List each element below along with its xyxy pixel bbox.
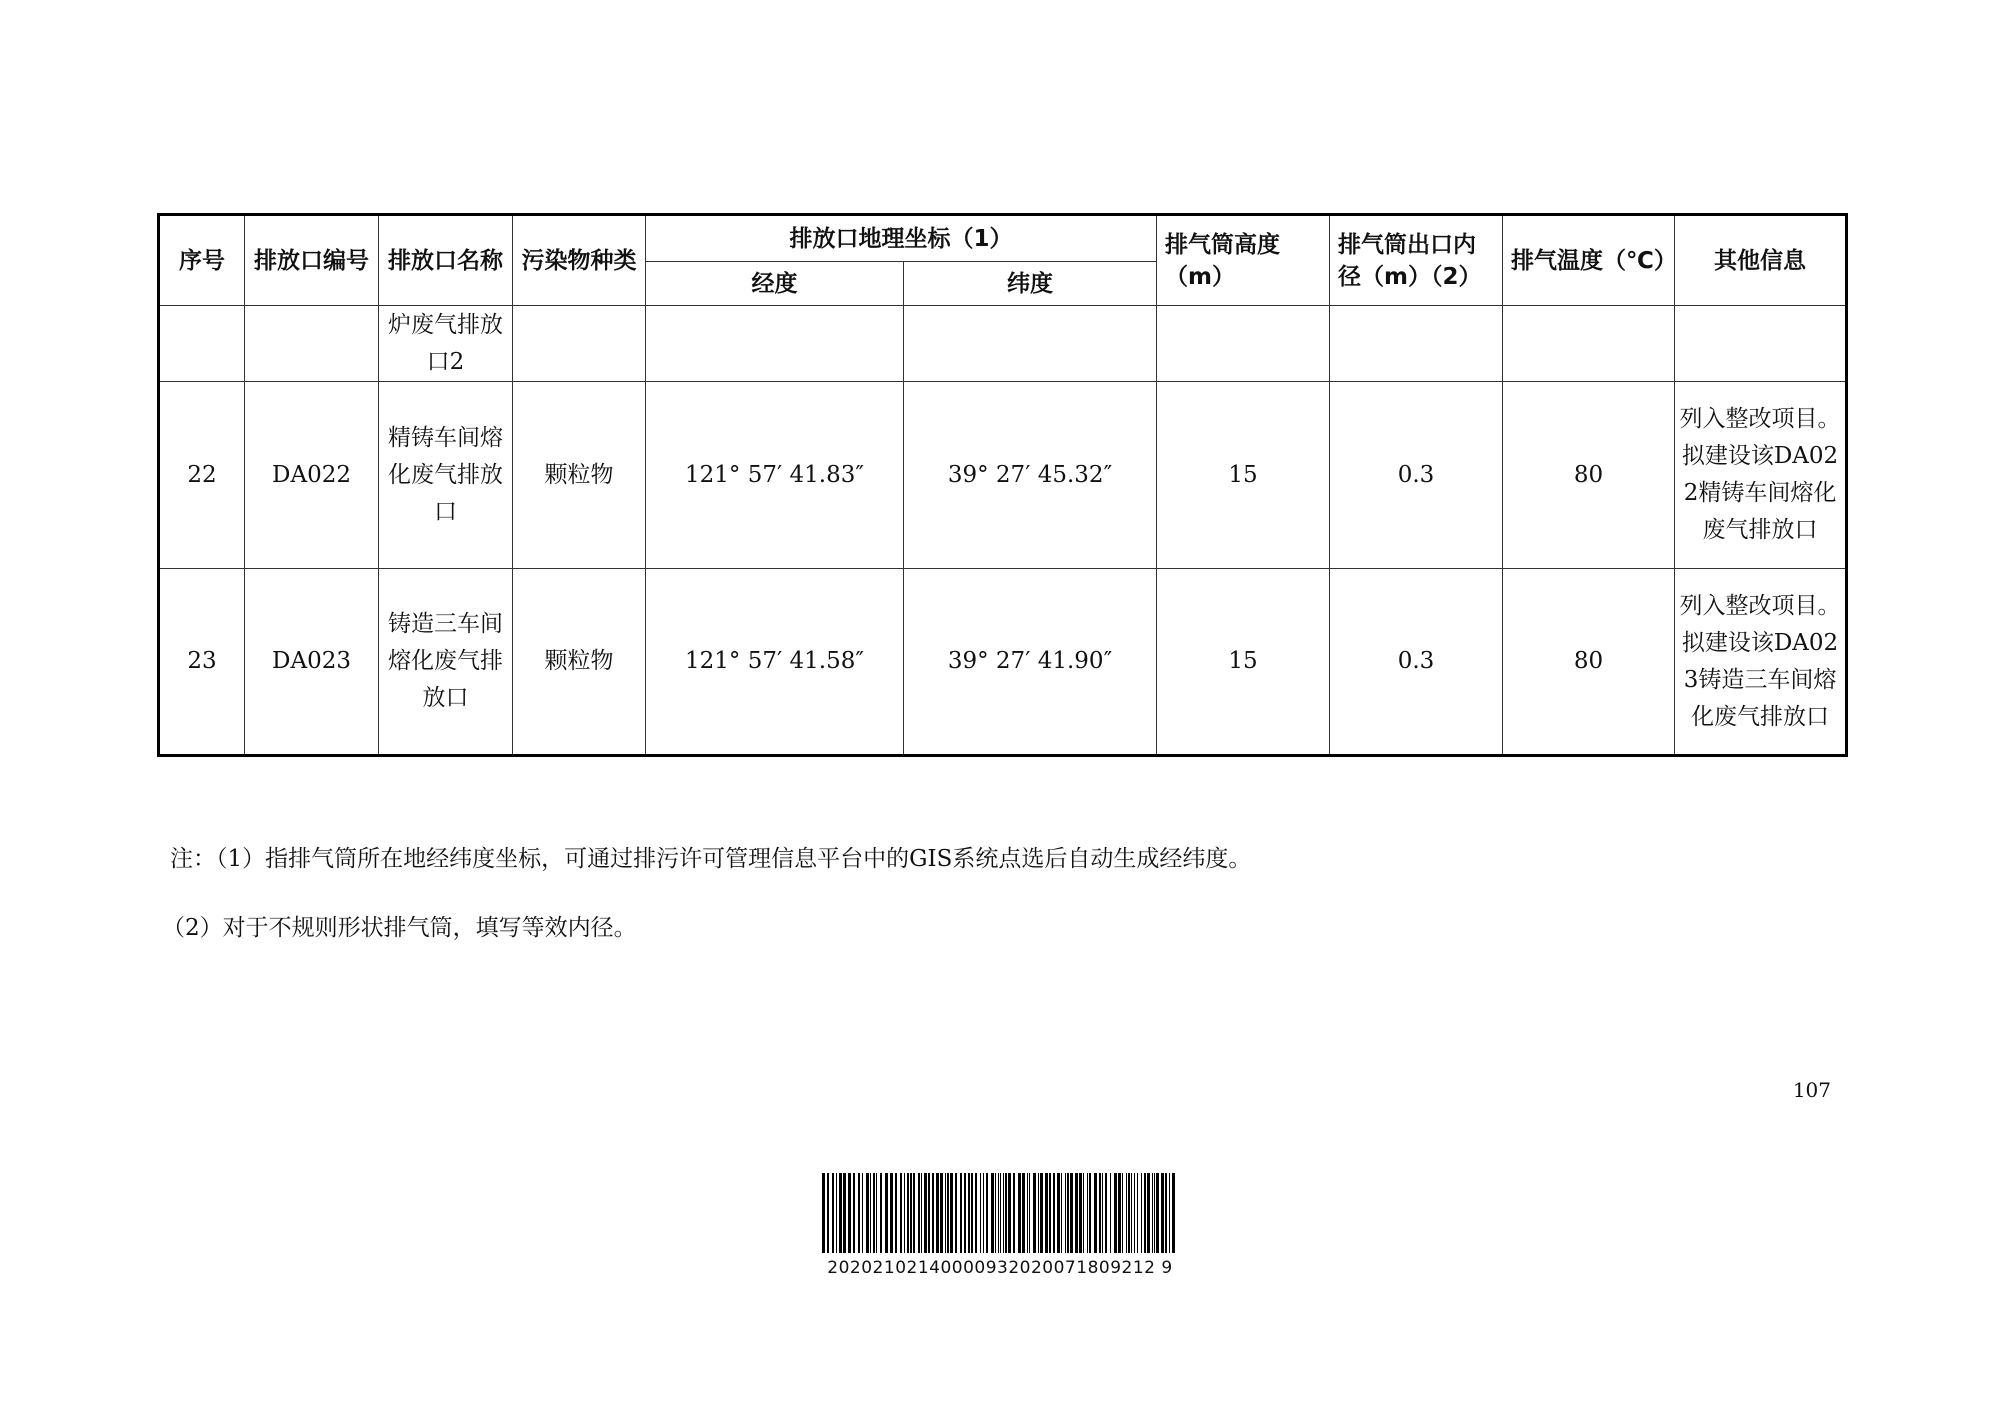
page-number: 107 [1792,1078,1831,1102]
cell-latitude: 39° 27′ 45.32″ [904,382,1157,569]
cell-exhaust-temp: 80 [1503,382,1675,569]
cell-pollutant [513,306,646,382]
cell-other-info: 列入整改项目。拟建设该DA023铸造三车间熔化废气排放口 [1675,569,1847,756]
header-outlet-name: 排放口名称 [379,215,513,306]
header-latitude: 纬度 [904,262,1157,306]
barcode-number: 20202102140000932020071809212 9 [827,1258,1173,1278]
cell-other-info [1675,306,1847,382]
emission-outlet-table [157,213,1848,757]
cell-stack-diameter: 0.3 [1330,382,1503,569]
emission-outlet-table-container [157,213,1845,757]
header-seq: 序号 [159,215,245,306]
cell-exhaust-temp: 80 [1503,569,1675,756]
cell-stack-diameter [1330,306,1503,382]
cell-seq: 23 [159,569,245,756]
cell-pollutant: 颗粒物 [513,569,646,756]
table-row [159,569,1847,756]
header-pollutant: 污染物种类 [513,215,646,306]
cell-stack-height [1157,306,1330,382]
cell-outlet-code [245,306,379,382]
cell-seq [159,306,245,382]
cell-exhaust-temp [1503,306,1675,382]
cell-pollutant: 颗粒物 [513,382,646,569]
cell-outlet-code: DA022 [245,382,379,569]
header-outlet-code: 排放口编号 [245,215,379,306]
header-exhaust-temp: 排气温度（℃） [1503,215,1675,306]
cell-seq: 22 [159,382,245,569]
cell-outlet-code: DA023 [245,569,379,756]
header-row [159,215,1847,262]
cell-stack-height: 15 [1157,382,1330,569]
cell-latitude [904,306,1157,382]
header-coordinates: 排放口地理坐标（1） [646,215,1157,262]
header-other-info: 其他信息 [1675,215,1847,306]
cell-longitude: 121° 57′ 41.83″ [646,382,904,569]
header-longitude: 经度 [646,262,904,306]
cell-longitude [646,306,904,382]
cell-stack-diameter: 0.3 [1330,569,1503,756]
cell-longitude: 121° 57′ 41.58″ [646,569,904,756]
barcode-image [820,1173,1180,1253]
header-stack-height: 排气筒高度（m） [1157,215,1330,306]
header-stack-diameter: 排气筒出口内径（m）（2） [1330,215,1503,306]
footnote-1: 注：（1）指排气筒所在地经纬度坐标，可通过排污许可管理信息平台中的GIS系统点选后自动生成经纬度。 [170,846,1252,872]
cell-outlet-name: 铸造三车间熔化废气排放口 [379,569,513,756]
cell-outlet-name: 精铸车间熔化废气排放口 [379,382,513,569]
footnote-2: （2）对于不规则形状排气筒，填写等效内径。 [162,915,637,941]
table-row [159,382,1847,569]
table-row [159,306,1847,382]
cell-stack-height: 15 [1157,569,1330,756]
cell-other-info: 列入整改项目。拟建设该DA022精铸车间熔化废气排放口 [1675,382,1847,569]
cell-latitude: 39° 27′ 41.90″ [904,569,1157,756]
cell-outlet-name: 炉废气排放口2 [379,306,513,382]
